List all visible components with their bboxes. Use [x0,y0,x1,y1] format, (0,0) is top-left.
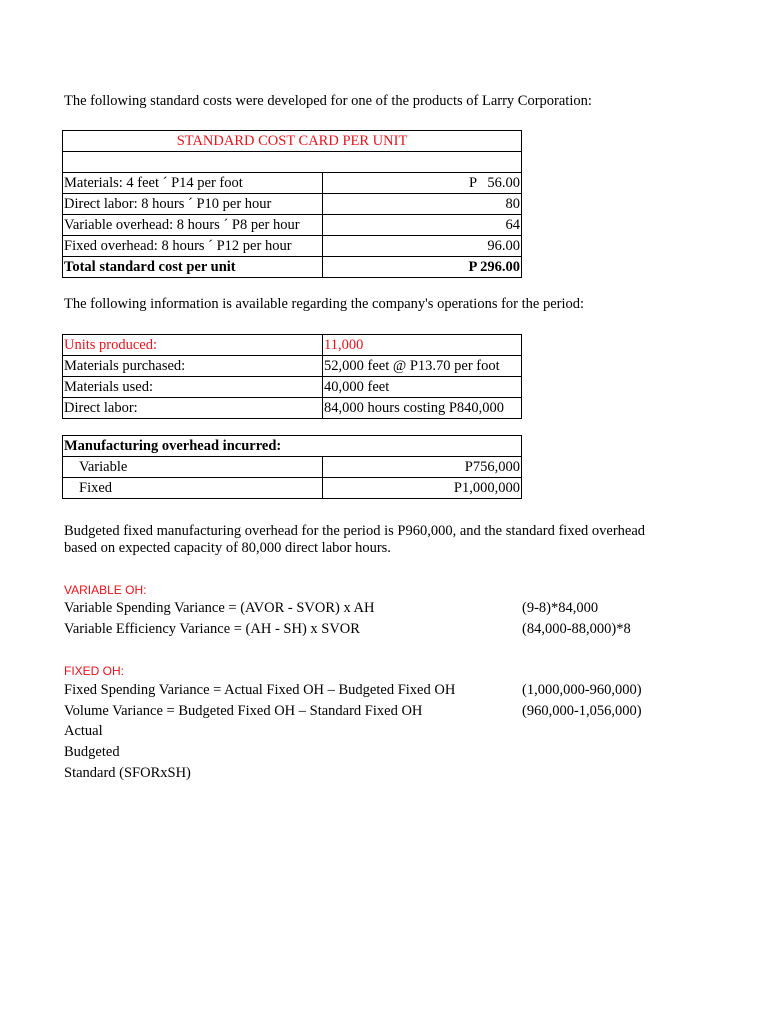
overhead-label: Fixed [63,478,323,499]
table-row-total [63,257,522,278]
fixed-oh-item: Budgeted [64,744,120,760]
cost-card-total-label: Total standard cost per unit [63,257,323,278]
cost-card-value: 96.00 [323,236,522,257]
variable-efficiency-formula: Variable Efficiency Variance = (AH - SH) x SVOR [64,621,360,637]
variable-spending-calc: (9-8)*84,000 [522,600,599,616]
volume-variance-formula: Volume Variance = Budgeted Fixed OH – Standard Fixed OH [64,703,423,719]
operations-value: 84,000 hours costing P840,000 [323,398,522,419]
operations-value: 40,000 feet [323,377,522,398]
fixed-oh-item: Actual [64,723,103,739]
cost-card-title: STANDARD COST CARD PER UNIT [63,131,522,152]
operations-label: Direct labor: [63,398,323,419]
cost-card-value: 80 [323,194,522,215]
table-row [63,173,522,194]
operations-table [62,334,522,419]
table-row [63,457,522,478]
budget-note-line-1: Budgeted fixed manufacturing overhead for the period is P960,000, and the standard fixed overhead [64,523,646,539]
operations-label: Materials used: [63,377,323,398]
table-row [63,236,522,257]
table-row [63,398,522,419]
table-row [63,478,522,499]
table-row [63,377,522,398]
table-row [63,356,522,377]
table-row [63,335,522,356]
fixed-spending-calc: (1,000,000-960,000) [522,682,642,698]
variable-spending-formula: Variable Spending Variance = (AVOR - SVOR) x AH [64,600,375,616]
operations-value: 11,000 [323,335,522,356]
budget-note-line-2: based on expected capacity of 80,000 direct labor hours. [64,540,391,556]
operations-label: Materials purchased: [63,356,323,377]
fixed-spending-formula: Fixed Spending Variance = Actual Fixed OH – Budgeted Fixed OH [64,682,456,698]
fixed-oh-item: Standard (SFORxSH) [64,765,191,781]
operations-value: 52,000 feet @ P13.70 per foot [323,356,522,377]
cost-card-label: Materials: 4 feet ´ P14 per foot [63,173,323,194]
cost-card-blank-row [63,152,522,173]
volume-variance-calc: (960,000-1,056,000) [522,703,642,719]
overhead-header: Manufacturing overhead incurred: [63,436,522,457]
operations-label: Units produced: [63,335,323,356]
overhead-value: P1,000,000 [323,478,522,499]
cost-card-label: Variable overhead: 8 hours ´ P8 per hour [63,215,323,236]
table-row [63,194,522,215]
intro-text: The following standard costs were developed for one of the products of Larry Corporation: [64,93,592,109]
standard-cost-card-table [62,130,522,278]
overhead-label: Variable [63,457,323,478]
cost-card-label: Fixed overhead: 8 hours ´ P12 per hour [63,236,323,257]
variable-efficiency-calc: (84,000-88,000)*8 [522,621,631,637]
overhead-value: P756,000 [323,457,522,478]
fixed-oh-heading: FIXED OH: [64,664,125,678]
overhead-table [62,435,522,499]
cost-card-total-value: P 296.00 [323,257,522,278]
cost-card-value: 64 [323,215,522,236]
cost-card-value: P 56.00 [323,173,522,194]
operations-intro-text: The following information is available regarding the company's operations for the period: [64,296,585,312]
variable-oh-heading: VARIABLE OH: [64,583,147,597]
cost-card-label: Direct labor: 8 hours ´ P10 per hour [63,194,323,215]
table-row [63,215,522,236]
